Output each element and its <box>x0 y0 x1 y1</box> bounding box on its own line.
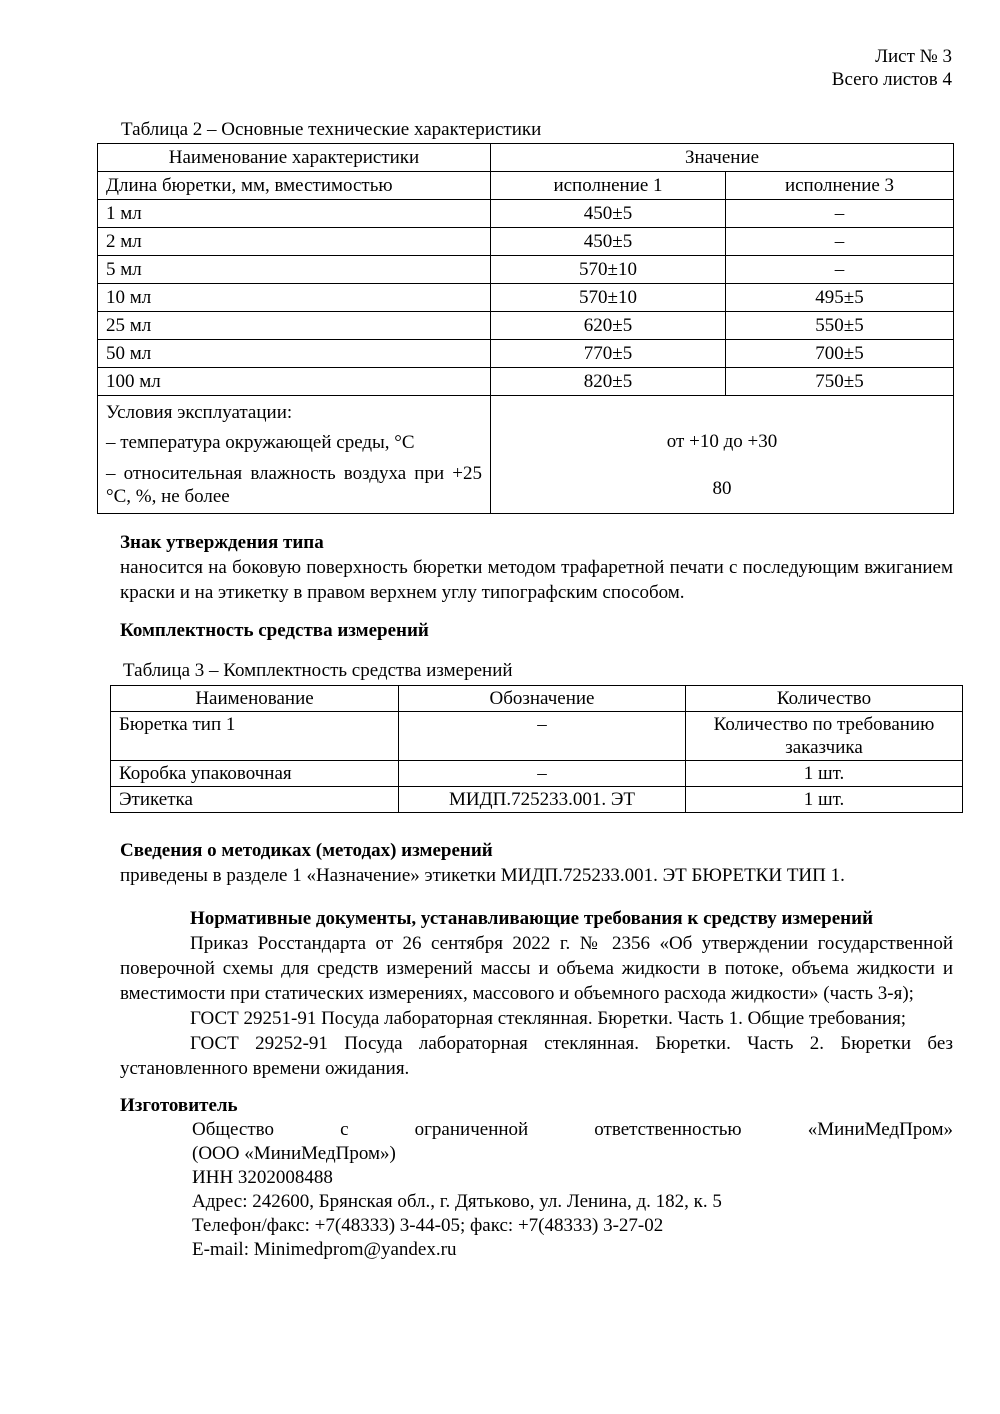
methods-heading: Сведения о методиках (методах) измерений <box>120 840 493 861</box>
normative-heading: Нормативные документы, устанавливающие требования к средству измерений <box>190 908 874 929</box>
capacity-label: 1 мл <box>98 200 491 228</box>
table-row <box>98 284 954 312</box>
completeness-section <box>120 618 953 643</box>
capacity-label: 10 мл <box>98 284 491 312</box>
type-approval-body: наносится на боковую поверхность бюретки методом трафаретной печати с последующим вжиганием краски и на этикетку в правом верхнем углу типографским способом. <box>120 557 953 603</box>
table2-exec3-label: исполнение 3 <box>726 172 954 200</box>
exec1-value: 620±5 <box>491 312 726 340</box>
page-header <box>0 0 1000 91</box>
table2-title: Таблица 2 – Основные технические характеристики <box>121 119 542 140</box>
manufacturer-name-word: «МиниМедПром» <box>807 1119 953 1140</box>
type-approval-section <box>120 530 953 605</box>
table3-header-name: Наименование <box>111 686 399 712</box>
exec3-value: 700±5 <box>726 340 954 368</box>
normative-paragraph: Приказ Росстандарта от 26 сентября 2022 г. № 2356 «Об утверждении государственной поверочной схемы для средств измерений массы и объема жидкости в потоке, объема жидкости и вместимости при статических измерениях, массового и объемного расхода жидкости» (часть 3-я); <box>120 933 953 1004</box>
table2-length-label: Длина бюретки, мм, вместимостью <box>98 172 491 200</box>
table-row <box>111 761 963 787</box>
sheet-number: Лист № 3 <box>875 46 952 67</box>
table2-header-value: Значение <box>491 144 954 172</box>
table-row <box>98 228 954 256</box>
exec1-value: 770±5 <box>491 340 726 368</box>
completeness-heading: Комплектность средства измерений <box>120 620 429 641</box>
manufacturer-name-word: ответственностью <box>594 1119 742 1140</box>
table-row <box>98 200 954 228</box>
exec3-value: 495±5 <box>726 284 954 312</box>
exec3-value: – <box>726 228 954 256</box>
table-row <box>98 256 954 284</box>
table-row <box>98 340 954 368</box>
table-row <box>98 312 954 340</box>
capacity-label: 50 мл <box>98 340 491 368</box>
exec3-value: 750±5 <box>726 368 954 396</box>
capacity-label: 5 мл <box>98 256 491 284</box>
manufacturer-section <box>120 1093 953 1262</box>
item-name: Коробка упаковочная <box>111 761 399 787</box>
manufacturer-inn: ИНН 3202008488 <box>192 1167 333 1188</box>
exec1-value: 570±10 <box>491 256 726 284</box>
table-row <box>98 368 954 396</box>
item-quantity: 1 шт. <box>686 761 963 787</box>
operating-conditions-row <box>98 396 954 514</box>
exec3-value: – <box>726 256 954 284</box>
conditions-humidity: – относительная влажность воздуха при +25 °С, %, не более <box>106 463 482 507</box>
table-row <box>111 787 963 813</box>
operating-conditions-cell <box>98 396 491 514</box>
normative-paragraph: ГОСТ 29252-91 Посуда лабораторная стеклянная. Бюретки. Часть 2. Бюретки без установленного времени ожидания. <box>120 1033 953 1079</box>
manufacturer-name-word: ограниченной <box>414 1119 529 1140</box>
normative-paragraph: ГОСТ 29251-91 Посуда лабораторная стеклянная. Бюретки. Часть 1. Общие требования; <box>190 1008 907 1029</box>
item-name: Бюретка тип 1 <box>111 712 399 761</box>
conditions-label: Условия эксплуатации: <box>106 402 293 423</box>
table2-header-name: Наименование характеристики <box>98 144 491 172</box>
conditions-values-cell <box>491 396 954 514</box>
methods-section <box>120 838 953 888</box>
exec3-value: – <box>726 200 954 228</box>
manufacturer-name-line <box>192 1118 953 1142</box>
item-name: Этикетка <box>111 787 399 813</box>
table2-subheader-row <box>98 172 954 200</box>
document-content <box>0 120 955 1262</box>
table3-completeness <box>110 685 963 813</box>
table2-header-row <box>98 144 954 172</box>
table3-title: Таблица 3 – Комплектность средства измерений <box>123 660 513 681</box>
conditions-temperature: – температура окружающей среды, °С <box>106 432 415 453</box>
humidity-value: 80 <box>712 478 732 499</box>
table2-characteristics <box>97 143 954 514</box>
manufacturer-phone: Телефон/факс: +7(48333) 3-44-05; факс: +7(48333) 3-27-02 <box>192 1215 664 1236</box>
table-row <box>111 712 963 761</box>
capacity-label: 100 мл <box>98 368 491 396</box>
manufacturer-short-name: (ООО «МиниМедПром») <box>192 1143 396 1164</box>
exec1-value: 820±5 <box>491 368 726 396</box>
item-quantity: 1 шт. <box>686 787 963 813</box>
type-approval-heading: Знак утверждения типа <box>120 532 324 553</box>
manufacturer-email: E-mail: Minimedprom@yandex.ru <box>192 1239 457 1260</box>
exec1-value: 570±10 <box>491 284 726 312</box>
manufacturer-address: Адрес: 242600, Брянская обл., г. Дятьково, ул. Ленина, д. 182, к. 5 <box>192 1191 722 1212</box>
table3-header-row <box>111 686 963 712</box>
temperature-range-value: от +10 до +30 <box>666 431 778 452</box>
manufacturer-name-word: Общество <box>192 1119 275 1140</box>
total-sheets: Всего листов 4 <box>831 69 952 90</box>
manufacturer-heading: Изготовитель <box>120 1095 238 1116</box>
manufacturer-name-word: с <box>340 1119 349 1140</box>
table3-header-quantity: Количество <box>686 686 963 712</box>
item-designation: – <box>399 761 686 787</box>
manufacturer-details <box>192 1118 953 1262</box>
methods-body: приведены в разделе 1 «Назначение» этикетки МИДП.725233.001. ЭТ БЮРЕТКИ ТИП 1. <box>120 865 845 886</box>
exec3-value: 550±5 <box>726 312 954 340</box>
item-designation: – <box>399 712 686 761</box>
capacity-label: 2 мл <box>98 228 491 256</box>
exec1-value: 450±5 <box>491 228 726 256</box>
normative-section <box>120 906 953 1081</box>
item-designation: МИДП.725233.001. ЭТ <box>399 787 686 813</box>
item-quantity: Количество по требованию заказчика <box>686 712 963 761</box>
table3-header-designation: Обозначение <box>399 686 686 712</box>
table2-exec1-label: исполнение 1 <box>491 172 726 200</box>
exec1-value: 450±5 <box>491 200 726 228</box>
capacity-label: 25 мл <box>98 312 491 340</box>
